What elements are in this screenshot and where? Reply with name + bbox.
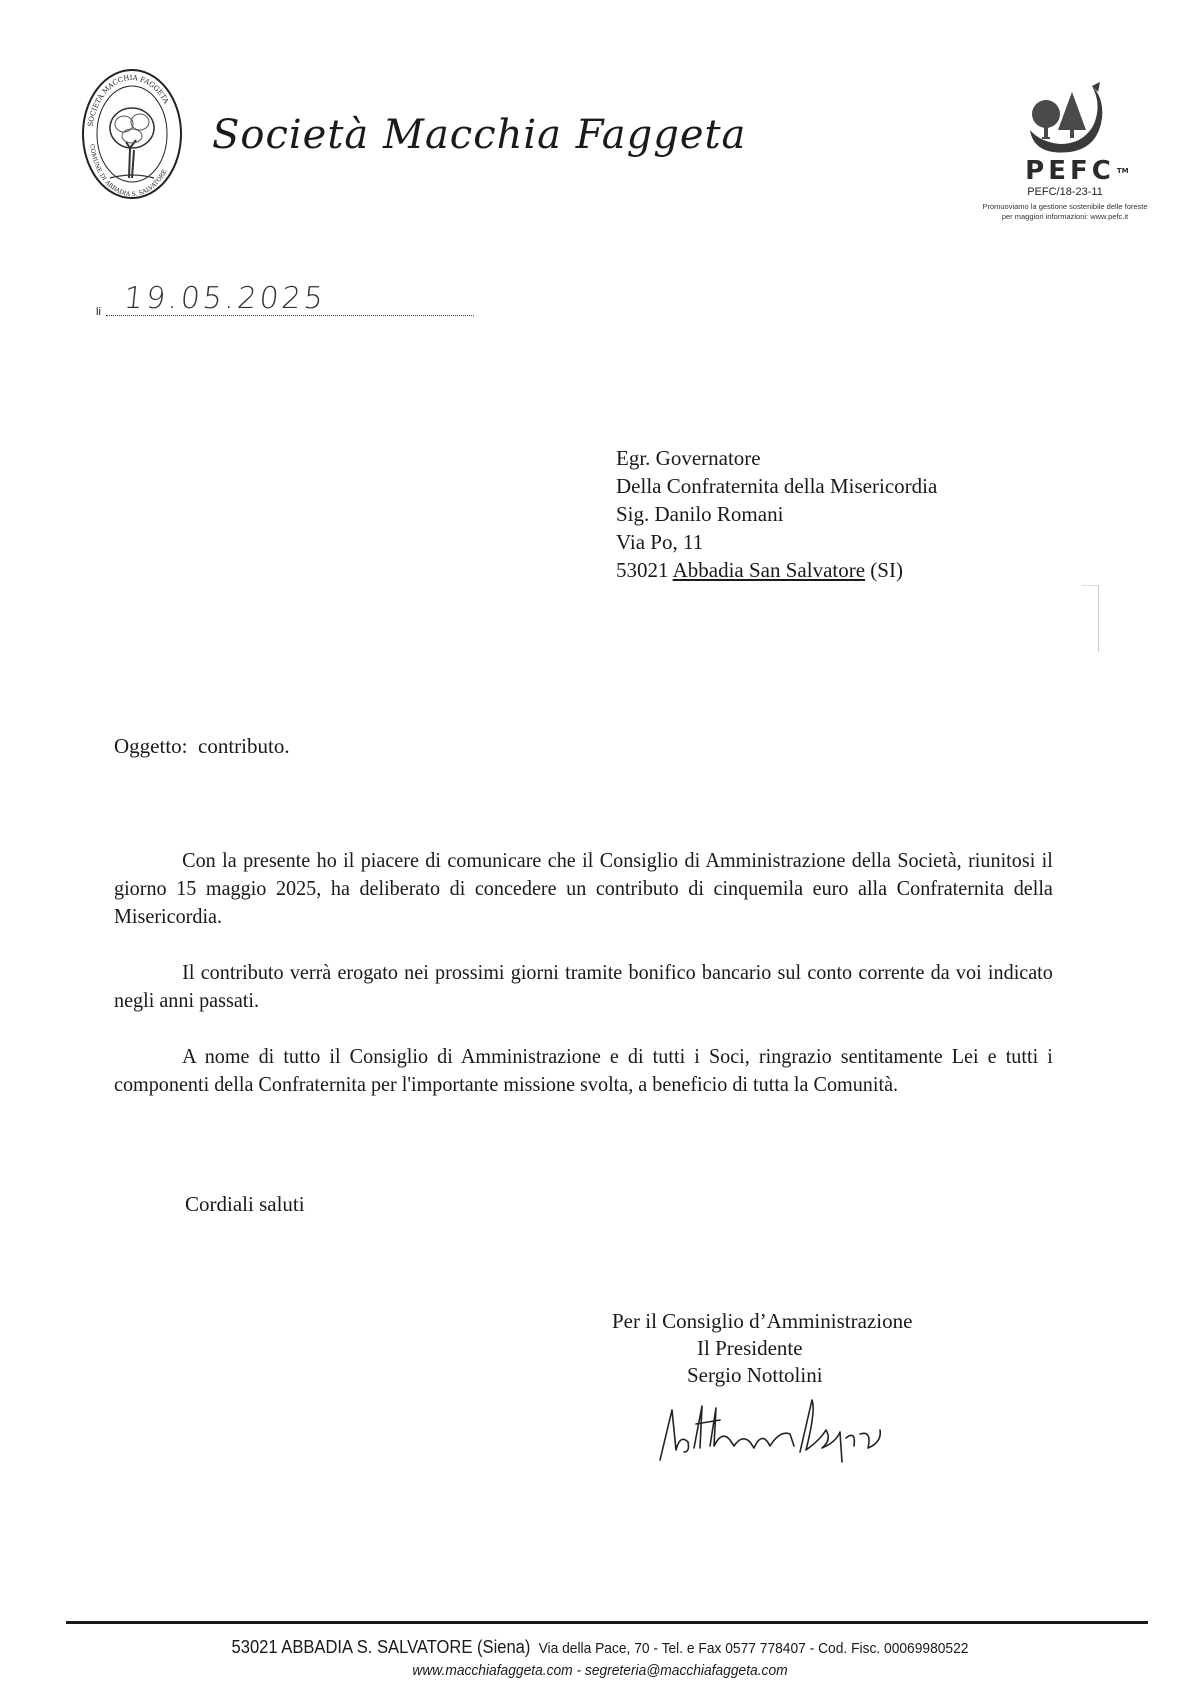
date-prefix: li [96,306,101,318]
seal-bottom-text: COMUNE DI ABBADIA S. SALVATORE [88,143,169,199]
subject-value: contributo. [198,734,290,758]
svg-text:SOCIETÀ MACCHIA FAGGETA [87,74,171,127]
recipient-address [616,444,937,584]
recipient-name: Sig. Danilo Romani [616,502,784,526]
recipient-street: Via Po, 11 [616,530,704,554]
pefc-code: PEFC/18-23-11 [1027,186,1103,198]
scan-artifact [1082,585,1099,652]
body-paragraph: Il contributo verrà erogato nei prossimi giorni tramite bonifico bancario sul conto corrente da voi indicato negli anni passati. [114,960,1053,1012]
signatory-name: Sergio Nottolini [687,1363,823,1387]
pefc-slogan: Promuoviamo la gestione sostenibile delle foreste per maggiori informazioni: www.pefc.it [982,202,1148,221]
subject-line [114,734,290,759]
recipient-city: Abbadia San Salvatore [672,558,866,582]
recipient-title: Egr. Governatore [616,446,761,470]
company-name: Società Macchia Faggeta [212,112,747,158]
footer-address-main: 53021 ABBADIA S. SALVATORE (Siena) [231,1637,531,1657]
seal-top-text: SOCIETÀ MACCHIA FAGGETA [86,73,171,128]
pefc-wordmark: PEFC TM [1025,156,1129,186]
pefc-certification [960,78,1170,222]
footer-address [48,1637,1152,1658]
handwritten-date: 19.05.2025 [122,281,328,316]
date-field [96,276,474,320]
footer-divider [66,1621,1148,1624]
signatory-role: Il Presidente [697,1336,803,1360]
body-paragraph: Con la presente ho il piacere di comunicare che il Consiglio di Amministrazione della Società, riunitosi il giorno 15 maggio 2025, ha deliberato di concedere un contributo di cinquemila euro alla Confraternita della Misericordia. [114,848,1053,928]
recipient-organization: Della Confraternita della Misericordia [616,474,938,498]
signatory-on-behalf: Per il Consiglio d’Amministrazione [612,1309,913,1333]
footer-address-detail: Via della Pace, 70 - Tel. e Fax 0577 778407 - Cod. Fisc. 00069980522 [538,1640,969,1657]
footer-web-contacts: www.macchiafaggeta.com - segreteria@macchiafaggeta.com [412,1662,788,1679]
tree-seal-icon [80,66,184,202]
subject-label: Oggetto: [114,734,188,758]
signature-block [612,1308,912,1389]
pefc-trees-icon [1020,78,1110,158]
recipient-city-line: 53021 Abbadia San Salvatore (SI) [616,558,903,582]
letter-body [114,846,1053,1126]
body-paragraph: A nome di tutto il Consiglio di Amministrazione e di tutti i Soci, ringrazio sentitamente Lei e tutti i componenti della Confraternita per l'importante missione svolta, a beneficio di tutta la Comunità. [114,1044,1053,1096]
closing-salutation: Cordiali saluti [185,1192,305,1216]
handwritten-signature-icon [650,1390,900,1470]
